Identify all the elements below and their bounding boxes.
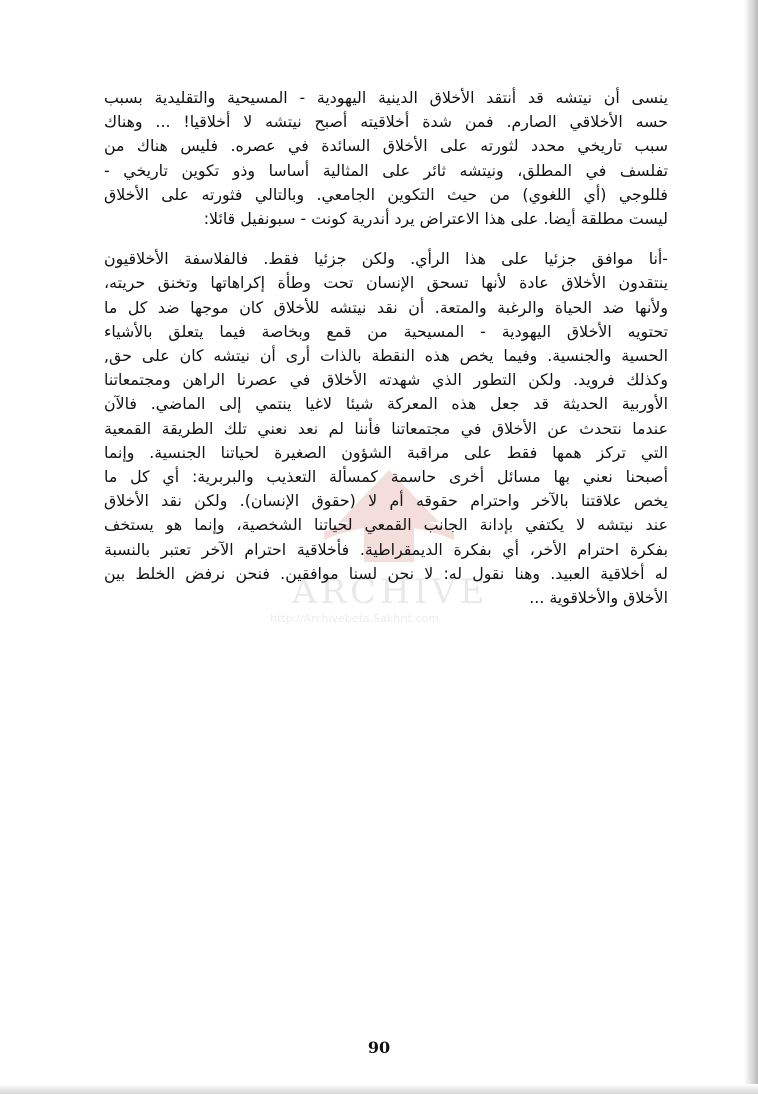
text-line: الأخلاق والأخلاقوية ...: [529, 588, 668, 608]
text-line: بفكرة احترام الأخر، أي بفكرة الديمقراطية. فأخلاقية احترام الآخر تعتبر بالنسبة: [104, 539, 668, 559]
text-line: -أنا موافق جزئيا على هذا الرأي. ولكن جزئيا فقط. فالفلاسفة الأخلاقيون: [104, 249, 668, 269]
text-line: حسه الأخلاقي الصارم. فمن شدة أخلاقيته أصبح نيتشه لا أخلاقيا! ... وهناك: [104, 112, 668, 132]
text-line: له أخلاقية العبيد. وهنا نقول له: لا نحن لسنا موافقين. فنحن نرفض الخلط بين: [104, 563, 668, 583]
text-line: عند نيتشه لا يكتفي بإدانة الجانب القمعي لحياتنا الشخصية، وإنما هو يستخف: [104, 515, 668, 535]
watermark-url: http://Archivebeta.Sakhrit.com: [270, 612, 440, 625]
page-edge-shadow-right: [744, 0, 758, 1094]
text-line: التي تركز همها فقط على مراقبة الشؤون الصغيرة لحياتنا الجنسية. وإنما: [104, 442, 668, 462]
text-line: تحتويه الأخلاق اليهودية - المسيحية من قمع وبخاصة فيما يتعلق بالأشياء: [104, 321, 668, 341]
text-line: تفلسف في المطلق، ونيتشه ثائر على المثالية أساسا وذو تكوين تاريخي -: [104, 160, 668, 180]
text-line: يخص علاقتنا بالآخر واحترام حقوقه أم لا (حقوق الإنسان). ولكن نقد الأخلاق: [104, 491, 668, 511]
text-line: عندما نتحدث عن الأخلاق في مجتمعاتنا فأننا لم نعد نعني تلك الطريقة القمعية: [104, 418, 668, 438]
text-line: ينتقدون الأخلاق عادة لأنها تسحق الإنسان تحت وطأة إكراهاتها وتخنق حريته،: [104, 273, 668, 293]
article-body: [104, 86, 668, 610]
text-line: الحسية والجنسية. وفيما يخص هذه النقطة بالذات أرى أن نيتشه كان على حق,: [104, 346, 668, 366]
text-line: ليست مطلقة أيضا. على هذا الاعتراض يرد أندرية كونت - سبونفيل قائلا:: [203, 209, 668, 229]
text-line: ينسى أن نيتشه قد أنتقد الأخلاق الدينية اليهودية - المسيحية والتقليدية بسبب: [104, 88, 668, 107]
text-line: فللوجي (أي اللغوي) من حيث التكوين الجامعي. وبالتالي فثورته على الأخلاق: [104, 184, 668, 204]
watermark-word: ARCHIVE: [292, 572, 489, 612]
page-number: 90: [367, 1038, 391, 1057]
text-line: سبب تاريخي محدد لثورته على الأخلاق السائدة في عصره. فليس هناك من: [104, 136, 668, 156]
text-line: وكذلك فرويد. ولكن التطور الذي شهدته الأخلاق في عصرنا الراهن ومجتمعاتنا: [104, 370, 668, 390]
text-line: أصبحنا نعني بها مسائل أخرى حاسمة كمسألة التعذيب والبربرية: أي كل ما: [104, 467, 668, 487]
text-line: ولأنها ضد الحياة والرغبة والمتعة. أن نقد نيتشه للأخلاق كان موجها ضد كل ما: [104, 297, 668, 317]
paragraph-1: [104, 86, 668, 231]
page-edge-shadow-bottom: [0, 1084, 758, 1094]
paragraph-2: [104, 247, 668, 610]
text-line: الأوربية الحديثة قد جعل هذه المعركة شيئا لاغيا ينتمي إلى الماضي. فالآن: [104, 394, 668, 414]
